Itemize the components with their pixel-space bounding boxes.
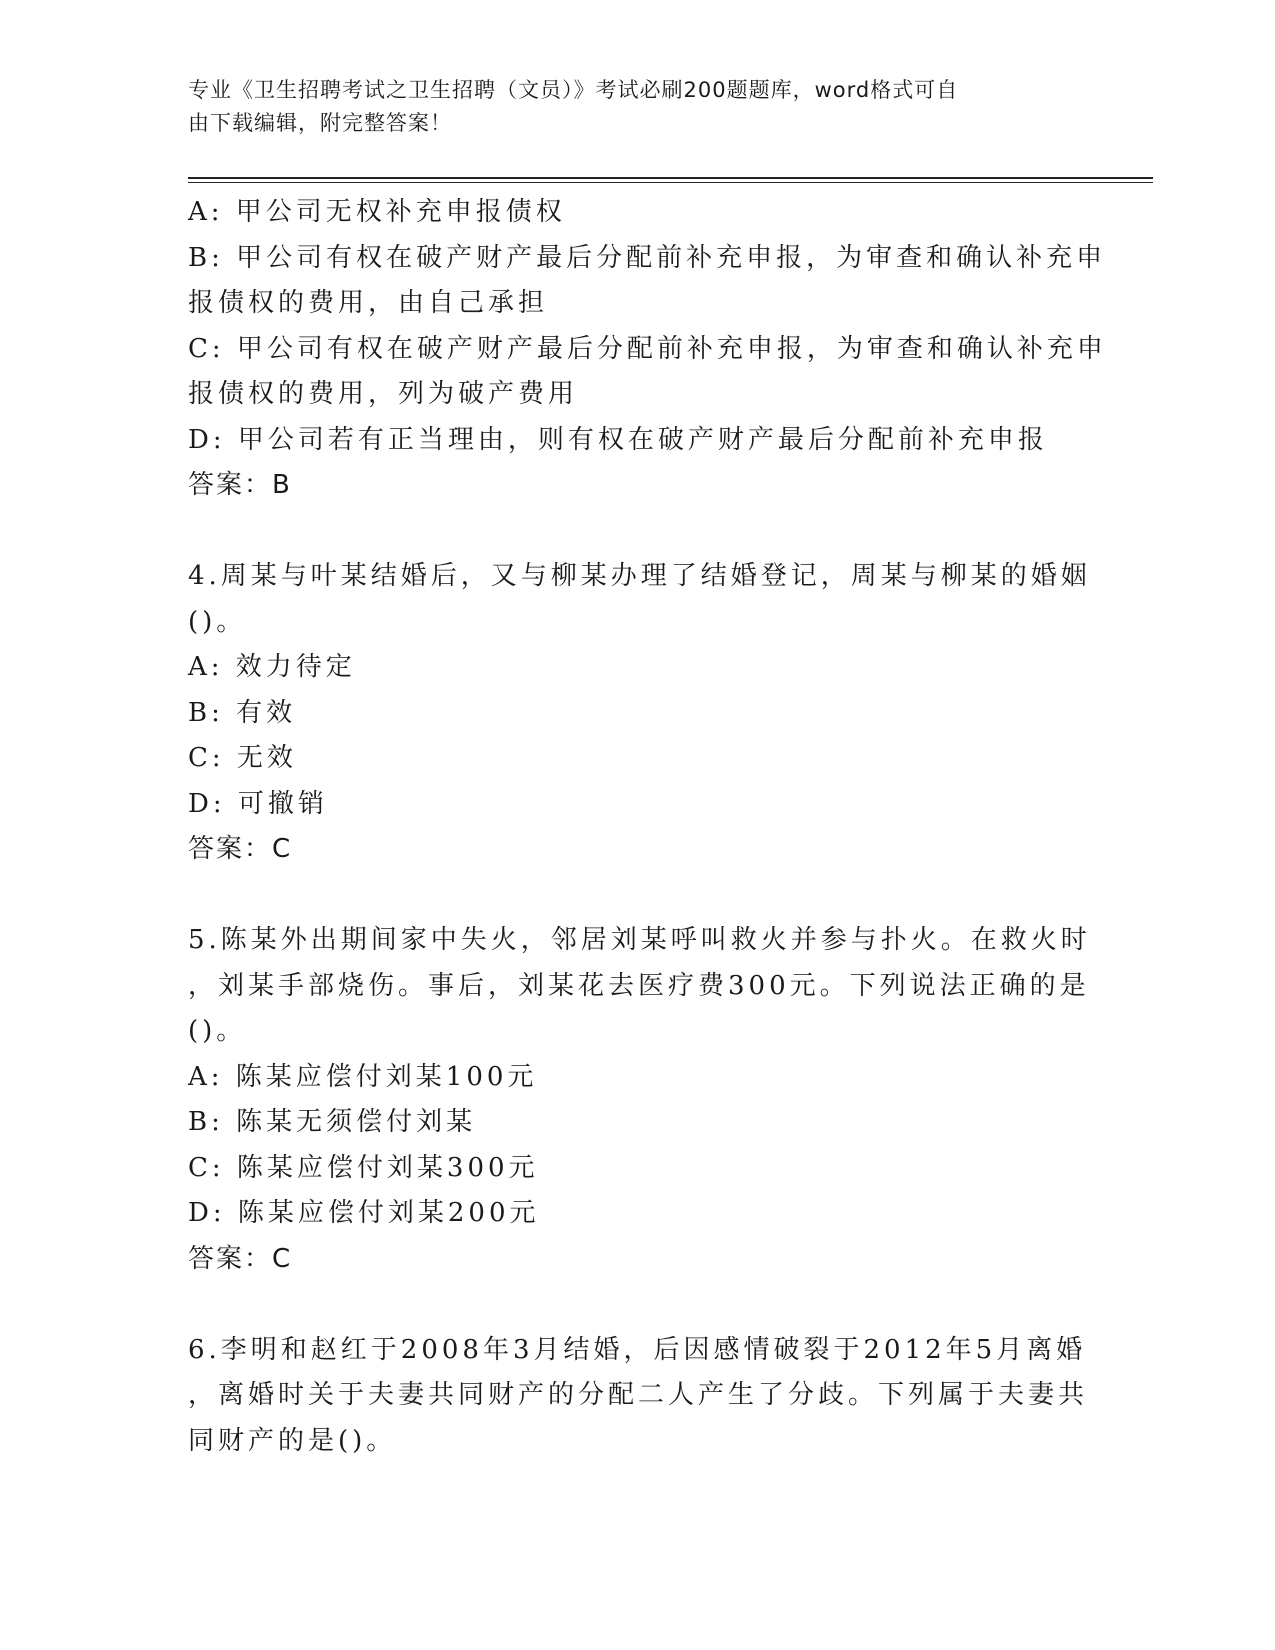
q4-option-c: C: 无效 [188, 743, 297, 773]
q5-option-c: C: 陈某应偿付刘某300元 [188, 1152, 539, 1183]
q4-option-a: A: 效力待定 [188, 652, 356, 682]
q3-option-b-line-2: 报债权的费用，由自己承担 [188, 288, 549, 318]
header-line-2: 由下载编辑，附完整答案！ [188, 111, 452, 135]
q4-option-d: D: 可撤销 [188, 788, 328, 819]
q4-stem-line-1: 4.周某与叶某结婚后，又与柳某办理了结婚登记，周某与柳某的婚姻 [188, 561, 1091, 591]
q3-option-c-line-2: 报债权的费用，列为破产费用 [188, 379, 579, 409]
q5-option-d: D: 陈某应偿付刘某200元 [188, 1198, 540, 1228]
q3-option-b-line-1: B: 甲公司有权在破产财产最后分配前补充申报，为审查和确认补充申 [188, 242, 1107, 273]
q3-answer: 答案：B [188, 470, 292, 500]
spacer [188, 509, 1068, 555]
question-4-block [188, 554, 1091, 873]
q6-stem-line-2: ，离婚时关于夫妻共同财产的分配二人产生了分歧。下列属于夫妻共 [188, 1380, 1089, 1410]
q4-answer: 答案：C [188, 834, 293, 864]
q5-option-a: A: 陈某应偿付刘某100元 [188, 1061, 538, 1092]
q6-stem-line-1: 6.李明和赵红于2008年3月结婚，后因感情破裂于2012年5月离婚 [188, 1334, 1087, 1365]
question-3-block [188, 190, 1107, 509]
q3-option-d: D: 甲公司若有正当理由，则有权在破产财产最后分配前补充申报 [188, 424, 1048, 455]
q6-stem-line-3: 同财产的是()。 [188, 1425, 397, 1456]
spacer [188, 873, 1068, 919]
q4-stem-line-2: ()。 [188, 606, 247, 637]
header-divider-thick [188, 177, 1153, 179]
q5-stem-line-1: 5.陈某外出期间家中失火，邻居刘某呼叫救火并参与扑火。在救火时 [188, 925, 1091, 955]
document-header [188, 74, 1068, 140]
q5-stem-line-3: ()。 [188, 1016, 247, 1046]
question-content [188, 190, 1107, 1464]
q5-option-b: B: 陈某无须偿付刘某 [188, 1107, 477, 1137]
q5-answer: 答案：C [188, 1243, 293, 1274]
q4-option-b: B: 有效 [188, 697, 297, 728]
q3-option-a: A: 甲公司无权补充申报债权 [188, 197, 566, 227]
q5-stem-line-2: ，刘某手部烧伤。事后，刘某花去医疗费300元。下列说法正确的是 [188, 970, 1090, 1001]
question-6-block [188, 1328, 1089, 1465]
header-line-1: 专业《卫生招聘考试之卫生招聘（文员）》考试必刷200题题库，word格式可自 [188, 78, 959, 102]
header-divider-thin [188, 182, 1153, 183]
question-5-block [188, 918, 1091, 1282]
spacer [188, 1282, 1068, 1328]
q3-option-c-line-1: C: 甲公司有权在破产财产最后分配前补充申报，为审查和确认补充申 [188, 333, 1107, 364]
